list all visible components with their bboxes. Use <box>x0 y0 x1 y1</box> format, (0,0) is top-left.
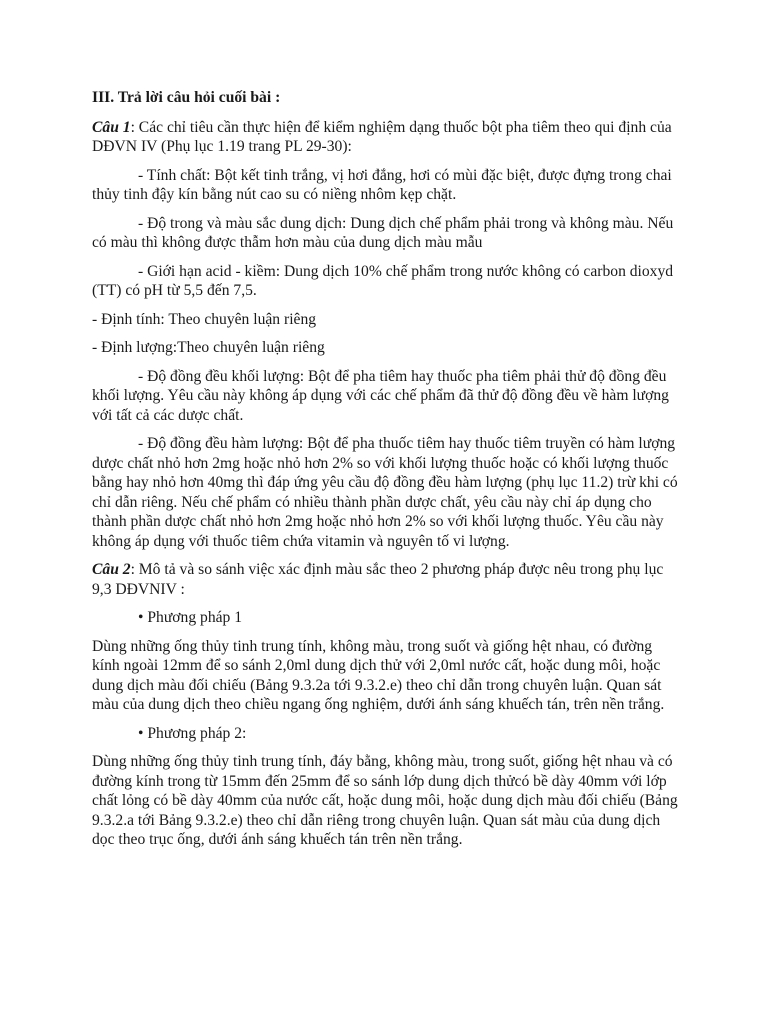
question-1-label: Câu 1 <box>92 118 131 136</box>
question-2-text: : Mô tả và so sánh việc xác định màu sắc theo 2 phương pháp được nêu trong phụ lục 9,3 DĐVNIV : <box>92 561 664 598</box>
question-2-label: Câu 2 <box>92 561 131 578</box>
method-1-title: • Phương pháp 1 <box>138 609 243 626</box>
q1-item-dinh-luong: - Định lượng:Theo chuyên luận riêng <box>92 339 325 356</box>
question-1-intro <box>92 118 682 157</box>
q1-item-do-trong: - Độ trong và màu sắc dung dịch: Dung dịch chế phẩm phải trong và không màu. Nếu có màu thì không được thẫm hơn màu của dung dịch màu mẫu <box>92 214 674 251</box>
q1-item-dinh-tinh: - Định tính: Theo chuyên luận riêng <box>92 310 317 328</box>
question-2-intro <box>92 560 682 599</box>
q1-item-tinh-chat: - Tính chất: Bột kết tinh trắng, vị hơi đắng, hơi có mùi đặc biệt, được đựng trong chai thủy tinh đậy kín bằng nút cao su có niềng nhôm kẹp chặt. <box>92 166 672 203</box>
question-1-text: : Các chỉ tiêu cần thực hiện để kiểm nghiệm dạng thuốc bột pha tiêm theo qui định của DĐVN IV (Phụ lục 1.19 trang PL 29-30): <box>92 118 672 155</box>
section-heading: III. Trả lời câu hỏi cuối bài : <box>92 89 281 106</box>
method-2-text: Dùng những ống thủy tinh trung tính, đáy bằng, không màu, trong suốt, giống hệt nhau và có đường kính trong từ 15mm đến 25mm để so sánh lớp dung dịch thửcó bề dày 40mm với lớp chất lỏng có bề dày 40mm của nước cất, hoặc dung môi, hoặc dung dịch màu đối chiếu (Bảng 9.3.2.a tới Bảng 9.3.2.e) theo chỉ dẫn riêng trong chuyên luận. Quan sát màu của dung dịch dọc theo trục ống, dưới ánh sáng khuếch tán trên nền trắng. <box>92 753 678 848</box>
q1-item-khoi-luong: - Độ đồng đều khối lượng: Bột để pha tiêm hay thuốc pha tiêm phải thử độ đồng đều khối lượng. Yêu cầu này không áp dụng với các chế phẩm đã thử độ đồng đều về hàm lượng với tất cả các dược chất. <box>92 367 669 424</box>
document-page <box>92 88 682 859</box>
q1-item-acid-kiem: - Giới hạn acid - kiềm: Dung dịch 10% chế phẩm trong nước không có carbon dioxyd (TT) có pH từ 5,5 đến 7,5. <box>92 262 674 299</box>
method-1-text: Dùng những ống thủy tinh trung tính, không màu, trong suốt và giống hệt nhau, có đường kính ngoài 12mm để so sánh 2,0ml dung dịch thử với 2,0ml nước cất, hoặc dung môi, hoặc dung dịch màu đối chiếu (Bảng 9.3.2a tới 9.3.2.e) theo chỉ dẫn trong chuyên luận. Quan sát màu của dung dịch theo chiều ngang ống nghiệm, dưới ánh sáng khuếch tán, trên nền trắng. <box>92 637 665 713</box>
q1-item-ham-luong: - Độ đồng đều hàm lượng: Bột để pha thuốc tiêm hay thuốc tiêm truyền có hàm lượng dược chất nhỏ hơn 2mg hoặc nhỏ hơn 2% so với khối lượng thuốc hoặc có khối lượng thuốc bằng hay nhỏ hơn 40mg thì đáp ứng yêu cầu độ đồng đều hàm lượng (phụ lục 11.2) trừ khi có chỉ dẫn riêng. Nếu chế phẩm có nhiều thành phần dược chất, yêu cầu này chỉ áp dụng cho thành phần dược chất nhỏ hơn 2mg hoặc nhỏ hơn 2% so với khối lượng thuốc. Yêu cầu này không áp dụng với thuốc tiêm chứa vitamin và nguyên tố vi lượng. <box>92 435 678 550</box>
method-2-title: • Phương pháp 2: <box>138 724 247 742</box>
